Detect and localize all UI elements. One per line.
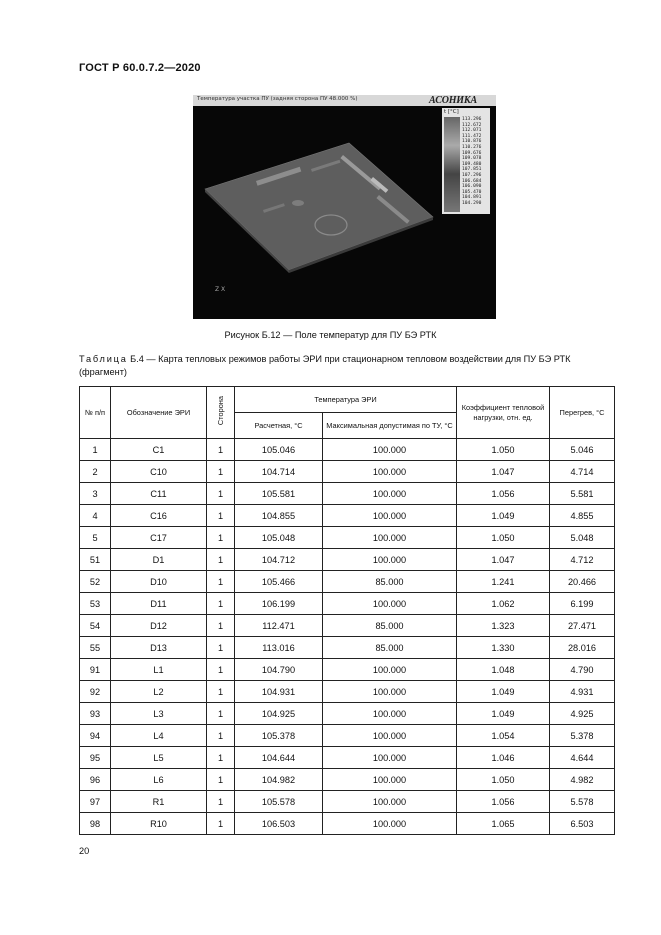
cell-calc-temp: 104.790	[235, 659, 323, 681]
cell-side: 1	[207, 703, 235, 725]
cell-max-temp: 100.000	[323, 659, 457, 681]
table-row	[80, 571, 615, 593]
table-row	[80, 505, 615, 527]
table-row	[80, 483, 615, 505]
legend-value: 107.296	[462, 172, 482, 178]
cell-coef: 1.046	[457, 747, 550, 769]
cell-calc-temp: 104.714	[235, 461, 323, 483]
cell-num: 52	[80, 571, 111, 593]
pcb-board	[205, 143, 433, 270]
cell-side: 1	[207, 769, 235, 791]
cell-designation: L1	[111, 659, 207, 681]
cell-max-temp: 100.000	[323, 747, 457, 769]
cell-designation: L5	[111, 747, 207, 769]
table-row	[80, 769, 615, 791]
col-header-num: № п/п	[80, 387, 111, 439]
legend-color-bar	[444, 117, 460, 212]
cell-num: 4	[80, 505, 111, 527]
pcb-component	[292, 200, 304, 206]
cell-side: 1	[207, 593, 235, 615]
cell-side: 1	[207, 439, 235, 461]
cell-overheat: 5.046	[550, 439, 615, 461]
cell-num: 5	[80, 527, 111, 549]
cell-max-temp: 100.000	[323, 593, 457, 615]
cell-coef: 1.050	[457, 769, 550, 791]
cell-overheat: 6.199	[550, 593, 615, 615]
cell-max-temp: 100.000	[323, 483, 457, 505]
cell-calc-temp: 106.503	[235, 813, 323, 835]
cell-calc-temp: 112.471	[235, 615, 323, 637]
table-row	[80, 637, 615, 659]
cell-calc-temp: 105.578	[235, 791, 323, 813]
cell-calc-temp: 105.048	[235, 527, 323, 549]
col-header-calc: Расчетная, °С	[235, 413, 323, 439]
table-row	[80, 813, 615, 835]
cell-overheat: 6.503	[550, 813, 615, 835]
cell-overheat: 4.931	[550, 681, 615, 703]
cell-coef: 1.241	[457, 571, 550, 593]
cell-overheat: 4.714	[550, 461, 615, 483]
col-header-side-text: Сторона	[215, 396, 225, 426]
table-row	[80, 703, 615, 725]
cell-calc-temp: 105.378	[235, 725, 323, 747]
cell-designation: R10	[111, 813, 207, 835]
cell-calc-temp: 113.016	[235, 637, 323, 659]
table-row	[80, 549, 615, 571]
legend-header: t [°C]	[444, 109, 459, 115]
cell-overheat: 5.378	[550, 725, 615, 747]
cell-designation: D1	[111, 549, 207, 571]
col-header-designation: Обозначение ЭРИ	[111, 387, 207, 439]
cell-num: 54	[80, 615, 111, 637]
cell-designation: D10	[111, 571, 207, 593]
cell-designation: L4	[111, 725, 207, 747]
page-number: 20	[79, 846, 90, 856]
cell-designation: C16	[111, 505, 207, 527]
cell-calc-temp: 104.982	[235, 769, 323, 791]
table-caption-label: Таблица	[79, 354, 128, 364]
legend-value: 107.851	[462, 167, 482, 173]
col-header-side	[207, 387, 235, 439]
cell-designation: L6	[111, 769, 207, 791]
cell-num: 53	[80, 593, 111, 615]
cell-overheat: 4.644	[550, 747, 615, 769]
table-row	[80, 439, 615, 461]
cell-max-temp: 100.000	[323, 439, 457, 461]
legend-value: 112.672	[462, 122, 482, 128]
table-row	[80, 791, 615, 813]
legend-value: 104.290	[462, 200, 482, 206]
cell-num: 93	[80, 703, 111, 725]
cell-overheat: 5.578	[550, 791, 615, 813]
cell-designation: C17	[111, 527, 207, 549]
asonika-logo: АСОНИКА	[429, 95, 477, 106]
cell-designation: C11	[111, 483, 207, 505]
legend-value: 109.078	[462, 156, 482, 162]
cell-coef: 1.323	[457, 615, 550, 637]
table-row	[80, 725, 615, 747]
cell-side: 1	[207, 681, 235, 703]
col-header-max-allowed: Максимальная допустимая по ТУ, °С	[323, 413, 457, 439]
cell-designation: D11	[111, 593, 207, 615]
cell-max-temp: 85.000	[323, 637, 457, 659]
cell-side: 1	[207, 571, 235, 593]
cell-num: 51	[80, 549, 111, 571]
cell-coef: 1.047	[457, 461, 550, 483]
cell-num: 55	[80, 637, 111, 659]
cell-num: 92	[80, 681, 111, 703]
legend-value: 110.276	[462, 144, 482, 150]
cell-coef: 1.048	[457, 659, 550, 681]
document-code: ГОСТ Р 60.0.7.2—2020	[79, 62, 201, 74]
cell-num: 96	[80, 769, 111, 791]
table-row	[80, 747, 615, 769]
table-row	[80, 615, 615, 637]
table-row	[80, 527, 615, 549]
cell-num: 2	[80, 461, 111, 483]
cell-num: 98	[80, 813, 111, 835]
cell-coef: 1.050	[457, 527, 550, 549]
legend-value: 104.891	[462, 195, 482, 201]
legend-value: 111.472	[462, 133, 482, 139]
cell-max-temp: 100.000	[323, 703, 457, 725]
cell-max-temp: 100.000	[323, 461, 457, 483]
cell-side: 1	[207, 747, 235, 769]
cell-designation: D12	[111, 615, 207, 637]
cell-side: 1	[207, 659, 235, 681]
cell-coef: 1.065	[457, 813, 550, 835]
cell-side: 1	[207, 505, 235, 527]
cell-overheat: 5.048	[550, 527, 615, 549]
cell-overheat: 20.466	[550, 571, 615, 593]
cell-max-temp: 100.000	[323, 527, 457, 549]
cell-max-temp: 100.000	[323, 791, 457, 813]
table-caption	[79, 353, 615, 379]
cell-coef: 1.049	[457, 681, 550, 703]
cell-overheat: 4.855	[550, 505, 615, 527]
cell-calc-temp: 105.046	[235, 439, 323, 461]
cell-side: 1	[207, 813, 235, 835]
legend-value: 106.090	[462, 184, 482, 190]
cell-designation: L3	[111, 703, 207, 725]
cell-side: 1	[207, 637, 235, 659]
temperature-legend	[442, 108, 490, 214]
cell-designation: R1	[111, 791, 207, 813]
cell-num: 1	[80, 439, 111, 461]
cell-side: 1	[207, 791, 235, 813]
table-row	[80, 681, 615, 703]
cell-calc-temp: 105.466	[235, 571, 323, 593]
cell-overheat: 4.712	[550, 549, 615, 571]
legend-value: 109.676	[462, 150, 482, 156]
cell-max-temp: 100.000	[323, 725, 457, 747]
cell-max-temp: 100.000	[323, 505, 457, 527]
cell-designation: C1	[111, 439, 207, 461]
col-header-temp-group: Температура ЭРИ	[235, 387, 457, 413]
legend-value: 109.480	[462, 161, 482, 167]
cell-num: 94	[80, 725, 111, 747]
table-body	[80, 439, 615, 835]
cell-designation: D13	[111, 637, 207, 659]
figure-caption: Рисунок Б.12 — Поле температур для ПУ БЭ РТК	[224, 330, 437, 340]
cell-coef: 1.049	[457, 703, 550, 725]
legend-value: 106.684	[462, 178, 482, 184]
cell-coef: 1.056	[457, 791, 550, 813]
col-header-overheat: Перегрев, °С	[550, 387, 615, 439]
cell-overheat: 27.471	[550, 615, 615, 637]
cell-calc-temp: 104.925	[235, 703, 323, 725]
legend-value: 110.876	[462, 139, 482, 145]
legend-value: 113.296	[462, 117, 482, 122]
cell-overheat: 5.581	[550, 483, 615, 505]
axis-indicator: Z X	[215, 286, 226, 293]
cell-coef: 1.062	[457, 593, 550, 615]
cell-num: 97	[80, 791, 111, 813]
cell-side: 1	[207, 725, 235, 747]
table-row	[80, 461, 615, 483]
cell-calc-temp: 105.581	[235, 483, 323, 505]
legend-values	[462, 117, 489, 207]
cell-coef: 1.050	[457, 439, 550, 461]
cell-coef: 1.056	[457, 483, 550, 505]
cell-num: 3	[80, 483, 111, 505]
cell-coef: 1.049	[457, 505, 550, 527]
cell-side: 1	[207, 483, 235, 505]
cell-coef: 1.330	[457, 637, 550, 659]
cell-max-temp: 85.000	[323, 615, 457, 637]
cell-max-temp: 85.000	[323, 571, 457, 593]
table-caption-text: Б.4 — Карта тепловых режимов работы ЭРИ при стационарном тепловом воздействии для ПУ БЭ РТК (фрагмент)	[79, 354, 571, 377]
cell-calc-temp: 104.855	[235, 505, 323, 527]
cell-calc-temp: 104.931	[235, 681, 323, 703]
cell-calc-temp: 104.644	[235, 747, 323, 769]
cell-side: 1	[207, 527, 235, 549]
cell-designation: L2	[111, 681, 207, 703]
cell-calc-temp: 104.712	[235, 549, 323, 571]
cell-max-temp: 100.000	[323, 769, 457, 791]
cell-overheat: 4.982	[550, 769, 615, 791]
legend-value: 112.071	[462, 128, 482, 134]
cell-side: 1	[207, 615, 235, 637]
cell-max-temp: 100.000	[323, 549, 457, 571]
cell-side: 1	[207, 549, 235, 571]
cell-side: 1	[207, 461, 235, 483]
table-row	[80, 659, 615, 681]
cell-designation: C10	[111, 461, 207, 483]
cell-overheat: 4.925	[550, 703, 615, 725]
col-header-coef: Коэффициент тепловой нагрузки, отн. ед.	[457, 387, 550, 439]
cell-max-temp: 100.000	[323, 681, 457, 703]
cell-num: 91	[80, 659, 111, 681]
temperature-field-figure	[193, 95, 496, 319]
cell-num: 95	[80, 747, 111, 769]
cell-max-temp: 100.000	[323, 813, 457, 835]
cell-calc-temp: 106.199	[235, 593, 323, 615]
thermal-mode-table	[79, 386, 615, 835]
cell-overheat: 4.790	[550, 659, 615, 681]
cell-coef: 1.054	[457, 725, 550, 747]
legend-value: 105.470	[462, 189, 482, 195]
cell-coef: 1.047	[457, 549, 550, 571]
cell-overheat: 28.016	[550, 637, 615, 659]
table-row	[80, 593, 615, 615]
figure-title-text: Температура участка ПУ (задняя сторона ПУ 48.000 %)	[197, 96, 358, 102]
